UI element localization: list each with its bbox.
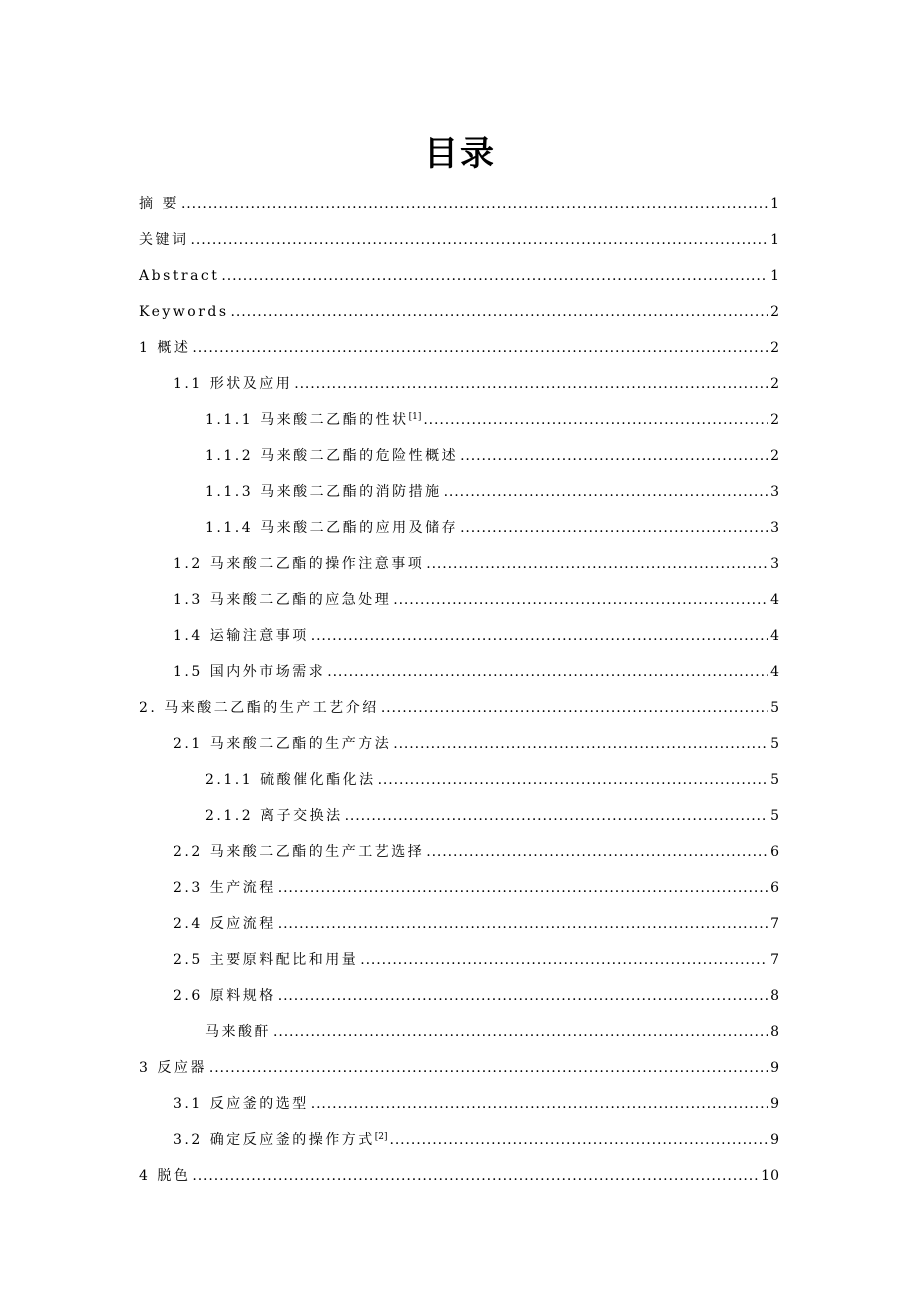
- toc-entry-title: [205, 762, 376, 798]
- toc-entry-title: [205, 402, 421, 438]
- citation-superscript: [1]: [408, 412, 422, 422]
- toc-entry-title: [205, 438, 458, 474]
- toc-entry[interactable]: [139, 870, 779, 906]
- toc-entry-page-number: 2: [770, 376, 779, 392]
- dot-leader: [181, 186, 768, 222]
- toc-entry-page-number: 5: [770, 700, 779, 716]
- toc-entry-page-number: 5: [770, 772, 779, 788]
- toc-entry-page-number: 9: [770, 1132, 779, 1148]
- toc-entry[interactable]: [139, 330, 779, 366]
- toc-entry[interactable]: [139, 222, 779, 258]
- toc-entry-title: [173, 546, 424, 582]
- toc-entry-page-number: 3: [770, 556, 779, 572]
- toc-entry-page-number: 3: [770, 484, 779, 500]
- toc-entry[interactable]: [139, 798, 779, 834]
- toc-entry-title-text: Abstract: [139, 268, 220, 284]
- toc-entry-page-number: 6: [770, 844, 779, 860]
- toc-entry-title: [205, 1014, 271, 1050]
- toc-entry-title: [173, 582, 391, 618]
- toc-entry-title: [173, 654, 325, 690]
- toc-entry[interactable]: [139, 294, 779, 330]
- toc-entry-page-number: 2: [770, 448, 779, 464]
- dot-leader: [294, 366, 768, 402]
- toc-entry-page-number: 7: [770, 916, 779, 932]
- toc-entry-title: [173, 618, 309, 654]
- dot-leader: [231, 294, 769, 330]
- toc-entry-title-text: 1.5 国内外市场需求: [173, 664, 326, 680]
- dot-leader: [393, 582, 768, 618]
- toc-entry[interactable]: [139, 1086, 779, 1122]
- toc-entry-page-number: 7: [770, 952, 779, 968]
- toc-entry-title: [139, 1050, 207, 1086]
- toc-entry-title-text: 1.1 形状及应用: [173, 376, 293, 392]
- toc-entry-page-number: 2: [770, 412, 779, 428]
- dot-leader: [389, 1122, 768, 1158]
- toc-entry[interactable]: [139, 762, 779, 798]
- toc-entry-page-number: 4: [770, 664, 779, 680]
- toc-entry-page-number: 2: [770, 304, 779, 320]
- toc-entry[interactable]: [139, 618, 779, 654]
- dot-leader: [327, 654, 768, 690]
- dot-leader: [278, 906, 768, 942]
- toc-entry-title: [139, 690, 379, 726]
- toc-entry[interactable]: [139, 438, 779, 474]
- toc-entry-page-number: 6: [770, 880, 779, 896]
- toc-entry-title: [173, 366, 292, 402]
- toc-entry-title-text: 1.4 运输注意事项: [173, 628, 309, 644]
- dot-leader: [191, 222, 769, 258]
- dot-leader: [209, 1050, 768, 1086]
- toc-entry-title-text: 1.1.2 马来酸二乙酯的危险性概述: [205, 448, 459, 464]
- toc-entry-title-text: 4 脱色: [139, 1168, 191, 1184]
- dot-leader: [460, 438, 768, 474]
- toc-entry[interactable]: [139, 186, 779, 222]
- dot-leader: [192, 1158, 759, 1194]
- toc-entry-title-text: 摘 要: [139, 196, 179, 212]
- toc-entry-title-text: 3.1 反应釜的选型: [173, 1096, 309, 1112]
- toc-entry-page-number: 9: [770, 1096, 779, 1112]
- toc-entry[interactable]: [139, 906, 779, 942]
- dot-leader: [311, 618, 768, 654]
- citation-superscript: [2]: [374, 1132, 388, 1142]
- dot-leader: [460, 510, 768, 546]
- toc-entry-title: [205, 510, 458, 546]
- dot-leader: [381, 690, 768, 726]
- toc-entry[interactable]: [139, 1050, 779, 1086]
- toc-entry-title: [173, 942, 358, 978]
- toc-entry[interactable]: [139, 726, 779, 762]
- toc-entry-title-text: 2.2 马来酸二乙酯的生产工艺选择: [173, 844, 425, 860]
- dot-leader: [423, 402, 768, 438]
- toc-entry-page-number: 5: [770, 736, 779, 752]
- toc-entry-title: [173, 726, 391, 762]
- toc-entry-title: [205, 798, 343, 834]
- toc-entry[interactable]: [139, 978, 779, 1014]
- toc-entry-page-number: 1: [770, 196, 779, 212]
- toc-entry-title-text: 1.1.3 马来酸二乙酯的消防措施: [205, 484, 442, 500]
- toc-entry-title: [173, 834, 424, 870]
- toc-entry-title-text: 2.5 主要原料配比和用量: [173, 952, 359, 968]
- toc-entry-title: [139, 258, 219, 294]
- toc-entry[interactable]: [139, 1158, 779, 1194]
- toc-entry-title: [139, 222, 189, 258]
- dot-leader: [345, 798, 769, 834]
- toc-entry[interactable]: [139, 690, 779, 726]
- toc-entry-title-text: 2. 马来酸二乙酯的生产工艺介绍: [139, 700, 379, 716]
- toc-entry-title: [139, 294, 229, 330]
- dot-leader: [221, 258, 768, 294]
- toc-entry-title: [139, 330, 190, 366]
- toc-entry-title-text: 1 概述: [139, 340, 191, 356]
- toc-entry[interactable]: [139, 402, 779, 438]
- toc-entry-title-text: 2.1.1 硫酸催化酯化法: [205, 772, 376, 788]
- toc-entry-title: [173, 870, 276, 906]
- toc-entry[interactable]: [139, 942, 779, 978]
- toc-entry[interactable]: [139, 1014, 779, 1050]
- toc-entry-title: [205, 474, 442, 510]
- dot-leader: [273, 1014, 768, 1050]
- toc-entry-title-text: 马来酸酐: [205, 1024, 271, 1040]
- toc-entry-title-text: 2.1.2 离子交换法: [205, 808, 343, 824]
- toc-entry-title-text: 2.1 马来酸二乙酯的生产方法: [173, 736, 392, 752]
- toc-entry-title-text: 3 反应器: [139, 1060, 207, 1076]
- toc-entry[interactable]: [139, 366, 779, 402]
- dot-leader: [360, 942, 768, 978]
- toc-entry-page-number: 8: [770, 1024, 779, 1040]
- table-of-contents: [139, 186, 779, 1194]
- dot-leader: [378, 762, 769, 798]
- toc-entry-page-number: 1: [770, 268, 779, 284]
- toc-entry-title-text: Keywords: [139, 304, 229, 320]
- dot-leader: [278, 978, 768, 1014]
- toc-entry[interactable]: [139, 834, 779, 870]
- toc-entry-page-number: 4: [770, 592, 779, 608]
- toc-entry-title-text: 关键词: [139, 232, 189, 248]
- toc-entry-title-text: 2.3 生产流程: [173, 880, 276, 896]
- toc-entry-title-text: 1.1.4 马来酸二乙酯的应用及储存: [205, 520, 459, 536]
- dot-leader: [393, 726, 768, 762]
- toc-entry-title-text: 3.2 确定反应釜的操作方式: [173, 1132, 375, 1148]
- dot-leader: [426, 546, 768, 582]
- page-title: 目录: [424, 134, 496, 174]
- dot-leader: [192, 330, 768, 366]
- toc-entry-page-number: 4: [770, 628, 779, 644]
- toc-entry-title: [173, 906, 276, 942]
- toc-entry-title: [173, 978, 276, 1014]
- dot-leader: [278, 870, 768, 906]
- toc-entry-page-number: 10: [761, 1168, 779, 1184]
- toc-entry[interactable]: [139, 474, 779, 510]
- toc-entry-page-number: 1: [770, 232, 779, 248]
- toc-entry-title-text: 2.4 反应流程: [173, 916, 276, 932]
- toc-entry-title-text: 2.6 原料规格: [173, 988, 276, 1004]
- toc-entry-title-text: 1.3 马来酸二乙酯的应急处理: [173, 592, 392, 608]
- toc-entry-page-number: 5: [770, 808, 779, 824]
- toc-entry[interactable]: [139, 546, 779, 582]
- toc-entry-title: [173, 1086, 309, 1122]
- toc-entry-title: [173, 1122, 387, 1158]
- toc-entry[interactable]: [139, 654, 779, 690]
- toc-entry[interactable]: [139, 1122, 779, 1158]
- toc-entry[interactable]: [139, 510, 779, 546]
- dot-leader: [311, 1086, 768, 1122]
- toc-entry-page-number: 9: [770, 1060, 779, 1076]
- toc-entry-page-number: 2: [770, 340, 779, 356]
- toc-entry[interactable]: [139, 582, 779, 618]
- toc-entry-title: [139, 1158, 190, 1194]
- toc-entry-title-text: 1.2 马来酸二乙酯的操作注意事项: [173, 556, 425, 572]
- toc-entry-page-number: 3: [770, 520, 779, 536]
- dot-leader: [426, 834, 768, 870]
- dot-leader: [444, 474, 769, 510]
- toc-entry[interactable]: [139, 258, 779, 294]
- toc-entry-title-text: 1.1.1 马来酸二乙酯的性状: [205, 412, 409, 428]
- toc-entry-page-number: 8: [770, 988, 779, 1004]
- toc-entry-title: [139, 186, 179, 222]
